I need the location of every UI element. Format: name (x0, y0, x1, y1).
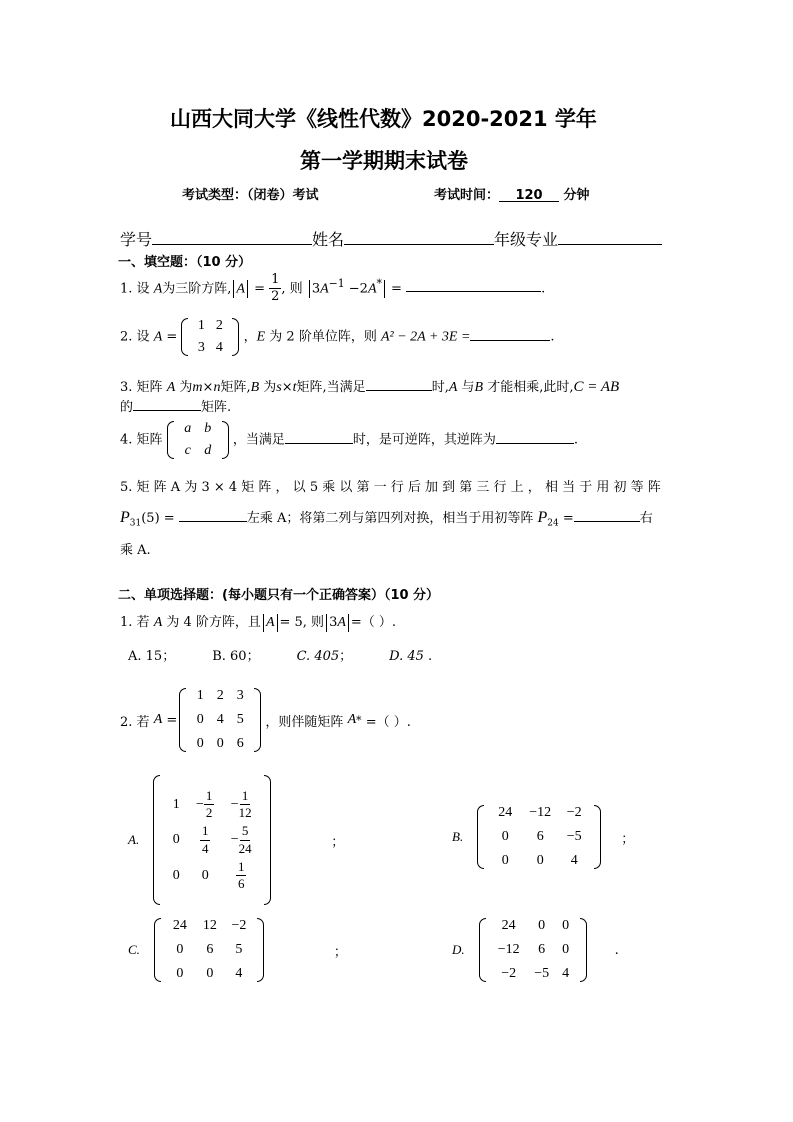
s1-q4-blank1[interactable] (285, 430, 353, 444)
s1-q1: 1. 设 A为三阶方阵, A = $\frac{1}{2}$ , 则 $3A^{-1} -2A^*$ = . (120, 272, 546, 305)
student-major-label: 年级专业 (494, 230, 559, 249)
student-name-label: 姓名 (312, 230, 345, 249)
exam-time-unit: 分钟 (563, 188, 590, 203)
s2-q2-option-c-matrix: 24 12 −2 0 6 5 0 0 4 (154, 918, 264, 982)
s1-q3-blank1[interactable] (366, 377, 432, 391)
student-id-label: 学号 (120, 230, 153, 249)
s1-q5-blank1[interactable] (179, 508, 247, 522)
s2-q2-option-a-matrix: 1 − $\frac{1}{2}$ − $\frac{1}{12}$ 0 $\frac{1}{4}$ − $\frac{5}{24}$ 0 0 $\frac{1}{6}$ (153, 775, 271, 905)
s1-q1-text-c: , 则 (281, 281, 303, 297)
student-id-field[interactable] (152, 228, 312, 245)
exam-time-value: 120 (499, 188, 559, 202)
s2-q2: 2. 若 A = 1 2 3 0 4 5 0 0 6 ，则伴随矩阵 A * =（ ）. (120, 688, 411, 751)
s1-q5-line3: 乘 A. (120, 543, 151, 558)
s2-q2-option-d[interactable]: D. 24 0 0 −12 6 0 −2 −5 4 . (452, 918, 619, 981)
s2-q1-option-c[interactable]: C. 405 (296, 649, 340, 664)
s1-q2-matrix: 1 2 3 4 (181, 318, 239, 356)
section1-heading: 一、填空题：（10 分） (118, 255, 252, 270)
s2-q2-option-d-matrix: 24 0 0 −12 6 0 −2 −5 4 (479, 918, 587, 982)
s1-q3-line2: 的 矩阵. (120, 396, 231, 415)
s1-q5-blank2[interactable] (574, 508, 640, 522)
exam-time (434, 184, 590, 203)
s1-q1-fraction: $\frac{1}{2}$ (271, 272, 280, 305)
s2-q2-option-a[interactable]: A. 1 − $\frac{1}{2}$ − $\frac{1}{12}$ 0 $\frac{1}{4}$ − $\frac{5}{24}$ 0 0 $\frac{1}{6}$ ； (128, 775, 344, 905)
section2-heading: 二、单项选择题：(每小题只有一个正确答案）（10 分） (118, 588, 440, 603)
s2-q1-options: A. 15； B. 60； C. 405； D. 45 . (128, 649, 433, 664)
s1-q2-expression: A² − 2A + 3E = (380, 329, 471, 345)
s1-q1-text-a: 1. 设 (120, 281, 150, 297)
s1-q5-line1: 5. 矩 阵 A 为 3 × 4 矩 阵 ， 以 5 乘 以 第 一 行 后 加 到 第 三 行 上 ， 相 当 于 用 初 等 阵 (120, 480, 661, 495)
s1-q4: 4. 矩阵 a b c d ，当满足 时，是可逆阵，其逆阵为 . (120, 421, 578, 458)
s1-q2-answer-blank[interactable] (470, 327, 550, 341)
s1-q3-line1: 3. 矩阵 A 为m×n矩阵,B 为s×t矩阵,当满足 时,A 与B 才能相乘,此时,C = AB (120, 379, 620, 395)
s2-q1-option-d[interactable]: D. 45 (389, 649, 424, 664)
s2-q2-option-b-matrix: 24 −12 −2 0 6 −5 0 0 4 (477, 805, 601, 869)
exam-time-label: 考试时间： (434, 188, 500, 203)
exam-subtitle: 第一学期期末试卷 (300, 149, 468, 173)
s1-q1-answer-blank[interactable] (406, 278, 541, 292)
student-name-field[interactable] (344, 228, 494, 245)
s1-q3-blank2[interactable] (133, 397, 201, 411)
s1-q2-text-c: 为 2 阶单位阵，则 (269, 329, 377, 345)
s2-q1-option-a[interactable]: A. 15 (128, 649, 163, 664)
s1-q1-text-b: 为三阶方阵, (162, 281, 232, 297)
student-major-field[interactable] (558, 228, 662, 245)
s1-q4-matrix: a b c d (167, 421, 229, 459)
student-info-row (120, 227, 662, 250)
s1-q4-blank2[interactable] (496, 430, 574, 444)
s2-q1-option-b[interactable]: B. 60 (212, 649, 247, 664)
s1-q2-text-a: 2. 设 (120, 329, 150, 345)
s2-q2-matrix: 1 2 3 0 4 5 0 0 6 (179, 688, 261, 752)
exam-title: 山西大同大学《线性代数》2020-2021 学年 (170, 107, 597, 131)
s2-q2-option-b[interactable]: B. 24 −12 −2 0 6 −5 0 0 4 ； (452, 805, 635, 868)
exam-type: 考试类型：（闭卷）考试 (182, 188, 319, 203)
s1-q5-line2: $P_{31}(5)$ = 左乘 A；将第二列与第四列对换，相当于用初等阵 $P_{24}$ = 右 (120, 509, 653, 529)
s1-q2: 2. 设 A = 1 2 3 4 ，E 为 2 阶单位阵，则 A² − 2A + 3E = . (120, 318, 555, 355)
s2-q1: 1. 若 A 为 4 阶方阵，且 A = 5, 则 3A =（ ）. (120, 615, 397, 630)
s2-q2-option-c[interactable]: C. 24 12 −2 0 6 5 0 0 4 ； (128, 918, 347, 981)
